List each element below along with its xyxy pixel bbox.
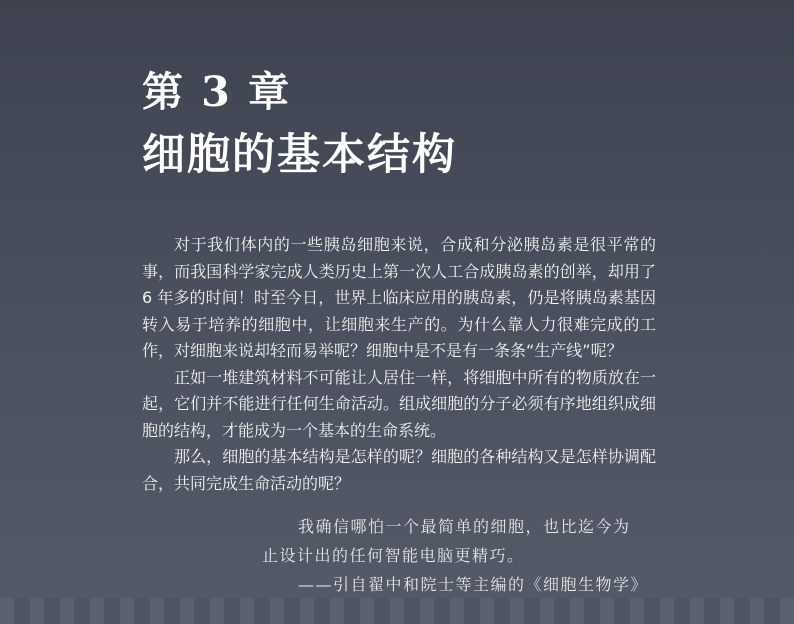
epigraph-quote (262, 512, 662, 599)
intro-paragraph-3: 那么，细胞的基本结构是怎样的呢？细胞的各种结构又是怎样协调配合，共同完成生命活动的呢？ (142, 447, 656, 493)
quote-line-1: 我确信哪怕一个最简单的细胞，也比迄今为 (298, 517, 631, 536)
intro-paragraph-1: 对于我们体内的一些胰岛细胞来说，合成和分泌胰岛素是很平常的事，而我国科学家完成人类历史上第一次人工合成胰岛素的创举，却用了 6 年多的时间！时至今日，世界上临床应用的胰岛素，仍是将胰岛素基因转入易于培养的细胞中，让细胞来生产的。为什么靠人力很难完成的工作，对细胞来说却轻而易举呢？细胞中是不是有一条条“生产线”呢？ (142, 235, 656, 360)
intro-paragraph-2: 正如一堆建筑材料不可能让人居住一样，将细胞中所有的物质放在一起，它们并不能进行任何生命活动。组成细胞的分子必须有序地组织成细胞的结构，才能成为一个基本的生命系统。 (142, 367, 656, 440)
quote-line-2: 止设计出的任何智能电脑更精巧。 (262, 546, 525, 565)
quote-source: ——引自翟中和院士等主编的《细胞生物学》 (298, 575, 649, 594)
bottom-decorative-texture (0, 598, 794, 624)
intro-body (142, 232, 656, 497)
chapter-number: 第 3 章 (142, 68, 292, 116)
chapter-title: 细胞的基本结构 (142, 130, 457, 180)
